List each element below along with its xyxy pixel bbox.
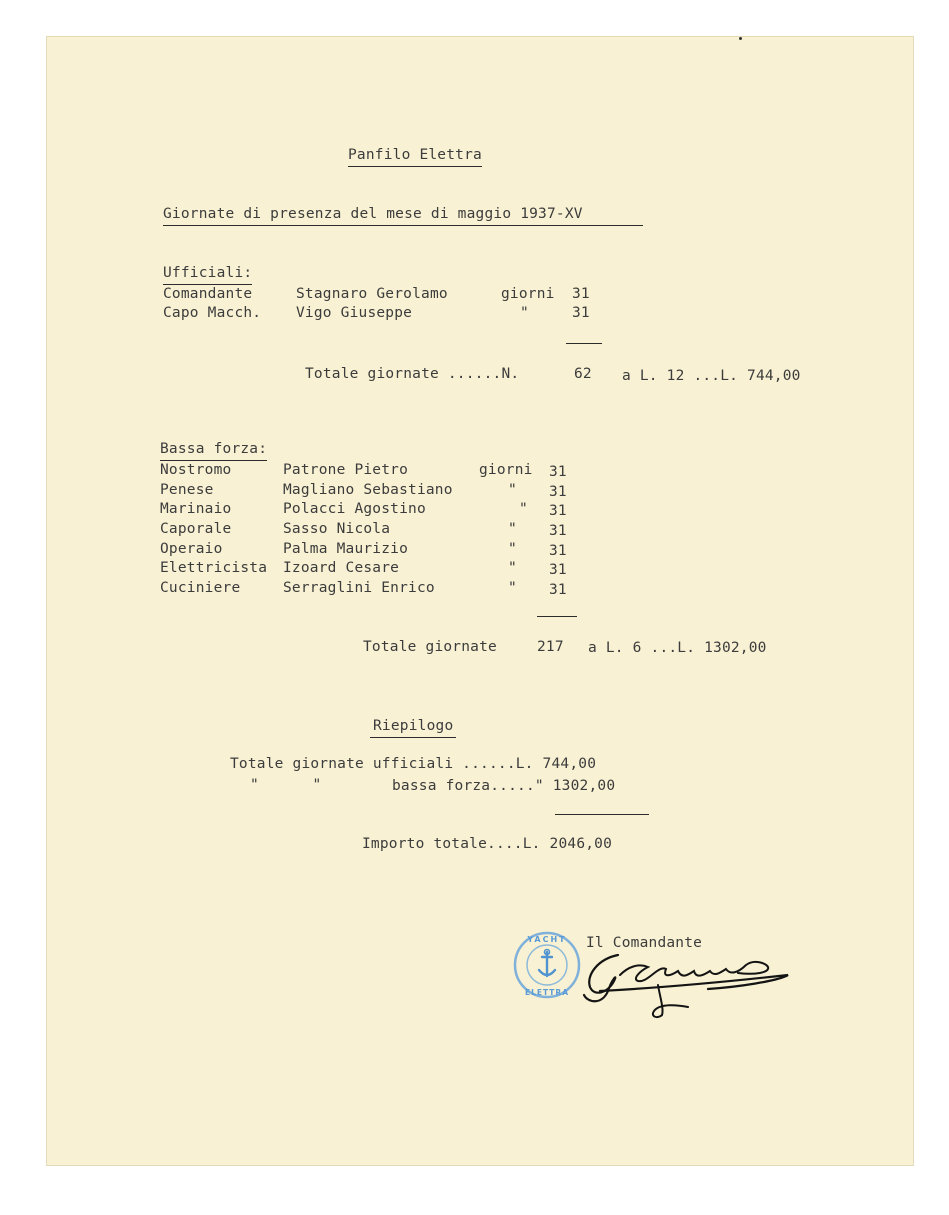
summary-crew-line: bassa forza....." 1302,00 <box>392 778 616 794</box>
officers-total-label: Totale giornate ......N. <box>305 366 520 382</box>
crew-name: Palma Maurizio <box>283 541 409 557</box>
summary-ditto-marks: " " <box>250 777 322 793</box>
summary-heading: Riepilogo <box>370 719 456 738</box>
stamp-text-bottom: ELETTRA <box>524 988 570 997</box>
crew-name: Izoard Cesare <box>283 560 400 576</box>
signatory-title: Il Comandante <box>586 935 703 951</box>
crew-days: 31 <box>549 562 567 578</box>
crew-total-label: Totale giornate <box>363 639 497 655</box>
crew-name: Patrone Pietro <box>283 462 409 478</box>
crew-rank: Cuciniere <box>160 580 241 596</box>
officer-rank: Capo Macch. <box>163 305 262 321</box>
crew-sum-rule <box>537 616 577 617</box>
crew-name: Sasso Nicola <box>283 521 391 537</box>
crew-rank: Marinaio <box>160 501 232 517</box>
crew-unit: " <box>508 580 517 596</box>
crew-rank: Caporale <box>160 521 232 537</box>
crew-unit: " <box>519 501 528 517</box>
officer-days: 31 <box>572 305 590 321</box>
officer-name: Vigo Giuseppe <box>296 305 413 321</box>
document-subtitle: Giornate di presenza del mese di maggio 1937-XV <box>163 207 643 226</box>
crew-name: Magliano Sebastiano <box>283 482 453 498</box>
crew-unit: " <box>508 560 517 576</box>
crew-rank: Penese <box>160 482 214 498</box>
crew-days: 31 <box>549 543 567 559</box>
officer-unit: giorni <box>501 286 555 302</box>
officer-days: 31 <box>572 286 590 302</box>
summary-officers-line: Totale giornate ufficiali ......L. 744,00 <box>230 756 597 772</box>
officers-total-days: 62 <box>574 366 592 382</box>
summary-grand-total: Importo totale....L. 2046,00 <box>362 836 613 852</box>
officer-name: Stagnaro Gerolamo <box>296 286 448 302</box>
crew-name: Polacci Agostino <box>283 501 426 517</box>
crew-heading: Bassa forza: <box>160 442 267 461</box>
crew-unit: " <box>508 541 517 557</box>
crew-rank: Elettricista <box>160 560 268 576</box>
stamp-text-top: YACHT <box>527 935 567 944</box>
officer-unit: " <box>520 305 529 321</box>
crew-total-amount: a L. 6 ...L. 1302,00 <box>588 640 767 656</box>
yacht-stamp <box>512 930 582 1000</box>
crew-rank: Nostromo <box>160 462 232 478</box>
crew-days: 31 <box>549 503 567 519</box>
officer-rank: Comandante <box>163 286 253 302</box>
document-title: Panfilo Elettra <box>348 148 482 167</box>
crew-days: 31 <box>549 484 567 500</box>
corner-mark <box>739 37 742 40</box>
officers-sum-rule <box>566 343 602 344</box>
crew-name: Serraglini Enrico <box>283 580 435 596</box>
crew-days: 31 <box>549 464 567 480</box>
summary-sum-rule <box>555 814 649 815</box>
crew-unit: " <box>508 521 517 537</box>
crew-unit: " <box>508 482 517 498</box>
crew-total-days: 217 <box>537 639 564 655</box>
crew-rank: Operaio <box>160 541 223 557</box>
officers-total-amount: a L. 12 ...L. 744,00 <box>622 368 801 384</box>
officers-heading: Ufficiali: <box>163 266 252 285</box>
crew-unit: giorni <box>479 462 533 478</box>
crew-days: 31 <box>549 582 567 598</box>
crew-days: 31 <box>549 523 567 539</box>
handwritten-signature <box>578 945 793 1025</box>
